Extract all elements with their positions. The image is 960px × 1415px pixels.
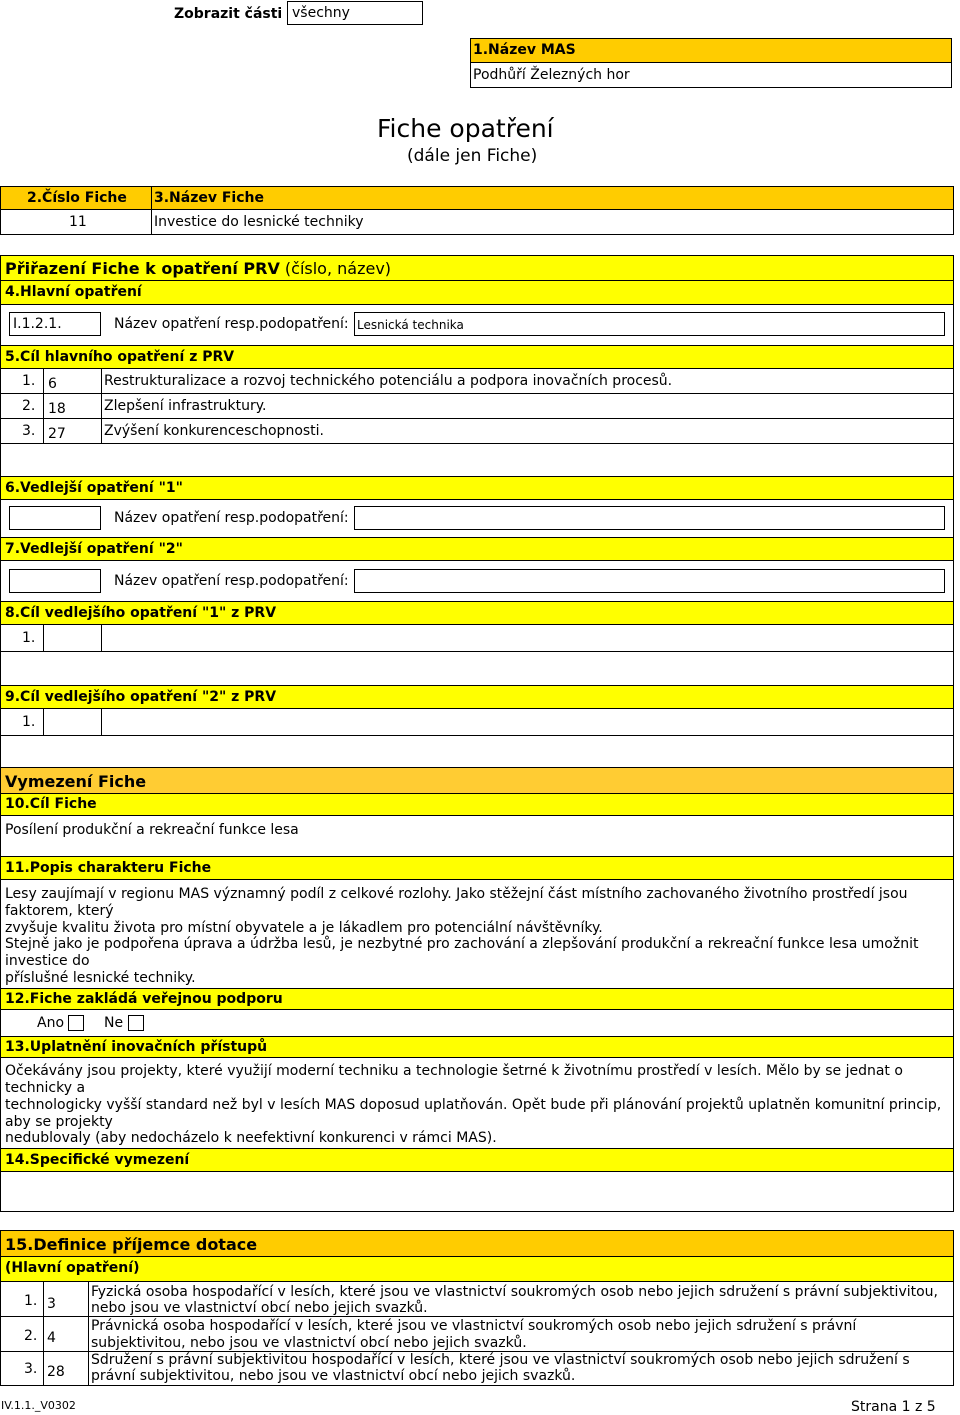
innovation-line: aby se projekty [5,1114,113,1130]
recipient-text: Fyzická osoba hospodařící v lesích, které jsou ve vlastnictví soukromých osob nebo jejich sdružení s právní subjektivitou, [91,1284,938,1300]
side-goal2-col-divider [101,709,102,736]
support-no-checkbox[interactable] [128,1015,144,1031]
recipients-subheader [0,1257,954,1282]
innovation-line: Očekávány jsou projekty, které využijí moderní techniku a technologie šetrné k životnímu prostředí v lesích. Mělo by se jednat o [5,1063,903,1079]
public-support-header [0,988,954,1010]
filter-value: všechny [292,5,350,21]
main-measure-name-label: Název opatření resp.podopatření: [114,316,349,332]
main-measure-header [0,281,954,305]
public-support-label: 12.Fiche zakládá veřejnou podporu [5,991,283,1007]
main-goal-code[interactable]: 27 [48,426,66,442]
fiche-number-header [0,186,152,210]
page-title: Fiche opatření [377,114,554,143]
recipients-sublabel: (Hlavní opatření) [5,1260,140,1276]
footer-page: Strana 1 z 5 [851,1399,936,1415]
side2-code-field[interactable] [9,569,101,593]
innovation-cell[interactable] [0,1058,954,1148]
page-subtitle: (dále jen Fiche) [407,146,538,166]
side2-header [0,537,954,561]
fiche-name-label: 3.Název Fiche [154,190,264,206]
main-measure-label: 4.Hlavní opatření [5,284,142,300]
definition-header [0,767,954,794]
side2-name-label: Název opatření resp.podopatření: [114,573,349,589]
innovation-line: technologicky vyšší standard než byl v lesích MAS doposud uplatňován. Opět bude při plánování projektů uplatněn komunitní princip, [5,1097,942,1113]
spacer-row [0,652,954,685]
description-label: 11.Popis charakteru Fiche [5,860,212,876]
definition-label: Vymezení Fiche [5,772,147,791]
goal-text[interactable]: Posílení produkční a rekreační funkce lesa [5,822,299,838]
recipient-num: 1. [24,1293,38,1309]
side1-label: 6.Vedlejší opatření "1" [5,480,183,496]
main-goal-num: 3. [22,423,36,439]
side-goal1-col-divider [43,625,44,652]
description-line: příslušné lesnické techniky. [5,970,196,986]
main-goal-num: 1. [22,373,36,389]
main-measure-name-field[interactable] [354,312,945,336]
fiche-number-cell [0,210,152,235]
fiche-name-cell [152,210,954,235]
side2-name-field[interactable] [354,569,945,593]
filter-label: Zobrazit části [174,6,283,22]
description-line: Stejně jako je podpořena úprava a údržba lesů, je nezbytné pro zachování a zlepšování produkční a rekreační funkce lesa umožnit [5,936,919,952]
side1-code-field[interactable] [9,506,101,530]
main-goal-num: 2. [22,398,36,414]
mas-name-label: 1.Název MAS [473,42,576,58]
specific-label: 14.Specifické vymezení [5,1152,190,1168]
description-line: zvyšuje kvalitu života pro místní obyvatele a je lákadlem pro potenciální návštěvníky. [5,920,603,936]
side-goal2-row [0,709,954,736]
side-goal1-num: 1. [22,630,36,646]
mas-name-cell [470,63,952,88]
side-goal2-num: 1. [22,714,36,730]
side1-name-field[interactable] [354,506,945,530]
goal-label: 10.Cíl Fiche [5,796,97,812]
description-line: Lesy zaujímají v regionu MAS významný podíl z celkové rozlohy. Jako stěžejní část místního zachovaného životního prostředí jsou [5,886,908,902]
spacer-row [0,444,954,476]
side1-name-label: Název opatření resp.podopatření: [114,510,349,526]
description-line: faktorem, který [5,903,114,919]
side-goal2-label: 9.Cíl vedlejšího opatření "2" z PRV [5,689,277,705]
fiche-name-header [152,186,954,210]
recipients-col-divider [43,1282,44,1386]
spacer-row [0,736,954,767]
assignment-header [0,255,954,281]
support-no-label: Ne [104,1015,124,1031]
recipient-text: nebo jsou ve vlastnictví obcí nebo jejich svazků. [91,1300,428,1316]
main-goal-code[interactable]: 18 [48,401,66,417]
fiche-number-label: 2.Číslo Fiche [27,190,127,206]
support-yes-label: Ano [37,1015,65,1031]
goal-header [0,794,954,816]
side2-label: 7.Vedlejší opatření "2" [5,541,183,557]
recipient-code[interactable]: 3 [47,1296,56,1312]
side-goal1-label: 8.Cíl vedlejšího opatření "1" z PRV [5,605,277,621]
main-goal-col-divider [101,369,102,444]
main-goal-label: 5.Cíl hlavního opatření z PRV [5,349,235,365]
innovation-label: 13.Uplatnění inovačních přístupů [5,1039,268,1055]
innovation-line: nedublovaly (aby nedocházelo k neefektivní konkurenci v rámci MAS). [5,1130,497,1146]
side-goal2-col-divider [43,709,44,736]
description-cell[interactable] [0,880,954,988]
support-yes-checkbox[interactable] [68,1015,84,1031]
main-goal-text: Zlepšení infrastruktury. [104,398,267,414]
fiche-number-value[interactable]: 11 [69,214,87,230]
specific-cell[interactable] [0,1172,954,1212]
assignment-heading-bold: Přiřazení Fiche k opatření PRV [5,259,280,278]
mas-name-value[interactable]: Podhůří Železných hor [473,67,630,83]
filter-select[interactable] [287,1,423,25]
recipients-header [0,1230,954,1257]
recipient-text: právní subjektivitou, nebo jsou ve vlastnictví obcí nebo jejich svazků. [91,1368,576,1384]
recipient-num: 3. [24,1361,38,1377]
fiche-name-value[interactable]: Investice do lesnické techniky [154,214,364,230]
main-measure-code: I.1.2.1. [13,316,62,332]
recipient-text: Sdružení s právní subjektivitou hospodařící v lesích, které jsou ve vlastnictví soukromých osob nebo jejich sdružení s [91,1352,910,1368]
assignment-heading-normal: (číslo, název) [279,259,392,278]
side-goal1-col-divider [101,625,102,652]
main-goal-header [0,345,954,369]
side1-header [0,476,954,500]
recipients-col-divider [88,1282,89,1386]
recipient-code[interactable]: 4 [47,1330,56,1346]
assignment-heading [5,259,391,278]
side-goal1-row [0,625,954,652]
recipient-num: 2. [24,1328,38,1344]
description-line: investice do [5,953,90,969]
main-goal-col-divider [43,369,44,444]
main-goal-text: Restrukturalizace a rozvoj technického potenciálu a podpora inovačních procesů. [104,373,673,389]
recipient-text: Právnická osoba hospodařící v lesích, které jsou ve vlastnictví soukromých osob nebo jejich sdružení s právní [91,1318,857,1334]
side-goal2-header [0,685,954,709]
specific-header [0,1148,954,1172]
main-goal-code[interactable]: 6 [48,376,57,392]
innovation-header [0,1036,954,1058]
main-goal-text: Zvýšení konkurenceschopnosti. [104,423,325,439]
recipients-label: 15.Definice příjemce dotace [5,1235,258,1254]
recipient-text: subjektivitou, nebo jsou ve vlastnictví obcí nebo jejich svazků. [91,1335,527,1351]
description-header [0,856,954,880]
recipient-code[interactable]: 28 [47,1364,65,1380]
footer-code: IV.1.1._V0302 [1,1399,76,1412]
main-measure-code-field[interactable] [9,312,101,336]
mas-name-header [470,38,952,63]
goal-cell [0,816,954,856]
main-measure-name: Lesnická technika [357,318,464,332]
side-goal1-header [0,601,954,625]
innovation-line: technicky a [5,1080,86,1096]
